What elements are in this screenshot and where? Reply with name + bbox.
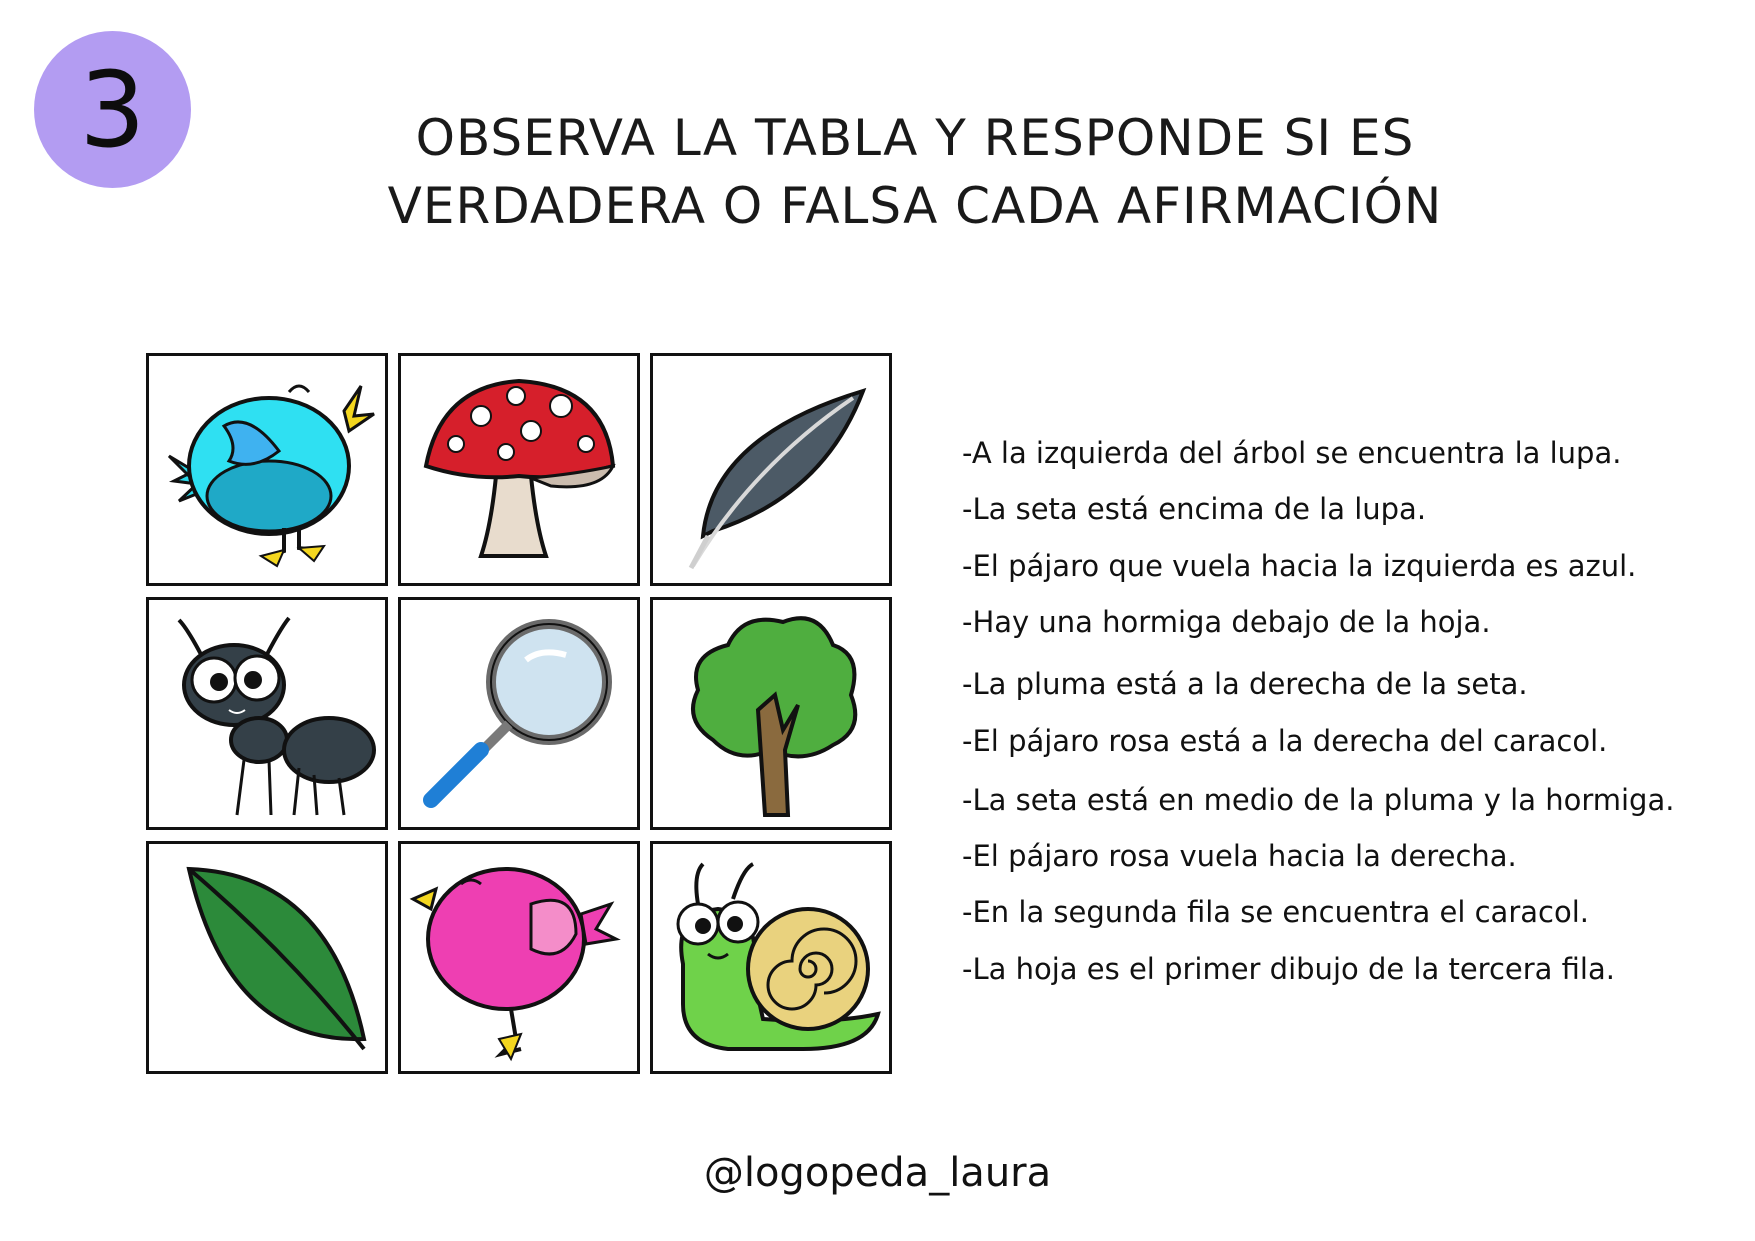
ant-icon xyxy=(149,600,385,827)
cell-pink-bird xyxy=(398,841,640,1074)
statement-10: -La hoja es el primer dibujo de la tercera fila. xyxy=(962,952,1615,986)
page-title xyxy=(300,104,1530,240)
cell-snail xyxy=(650,841,892,1074)
statement-5: -La pluma está a la derecha de la seta. xyxy=(962,667,1528,701)
cell-blue-bird xyxy=(146,353,388,586)
cell-magnifying-glass xyxy=(398,597,640,830)
cell-ant xyxy=(146,597,388,830)
author-handle: @logopeda_laura xyxy=(703,1150,1052,1196)
statement-1: -A la izquierda del árbol se encuentra la lupa. xyxy=(962,436,1622,470)
title-line-1: OBSERVA LA TABLA Y RESPONDE SI ES xyxy=(415,109,1415,167)
statement-7: -La seta está en medio de la pluma y la hormiga. xyxy=(962,783,1675,817)
statement-8: -El pájaro rosa vuela hacia la derecha. xyxy=(962,839,1517,873)
title-line-2: VERDADERA O FALSA CADA AFIRMACIÓN xyxy=(387,177,1443,235)
mushroom-icon xyxy=(401,356,637,583)
magnifying-glass-icon xyxy=(401,600,637,827)
cell-leaf xyxy=(146,841,388,1074)
picture-table xyxy=(146,353,898,1081)
tree-icon xyxy=(653,600,889,827)
statement-4: -Hay una hormiga debajo de la hoja. xyxy=(962,605,1491,639)
statement-3: -El pájaro que vuela hacia la izquierda es azul. xyxy=(962,549,1637,583)
pink-bird-icon xyxy=(401,844,637,1071)
statement-9: -En la segunda fila se encuentra el caracol. xyxy=(962,895,1589,929)
snail-icon xyxy=(653,844,889,1071)
exercise-number-badge xyxy=(34,31,191,188)
cell-tree xyxy=(650,597,892,830)
cell-feather xyxy=(650,353,892,586)
feather-icon xyxy=(653,356,889,583)
leaf-icon xyxy=(149,844,385,1071)
cell-mushroom xyxy=(398,353,640,586)
blue-bird-icon xyxy=(149,356,385,583)
statement-2: -La seta está encima de la lupa. xyxy=(962,492,1427,526)
statement-6: -El pájaro rosa está a la derecha del caracol. xyxy=(962,724,1608,758)
exercise-number: 3 xyxy=(79,48,146,171)
